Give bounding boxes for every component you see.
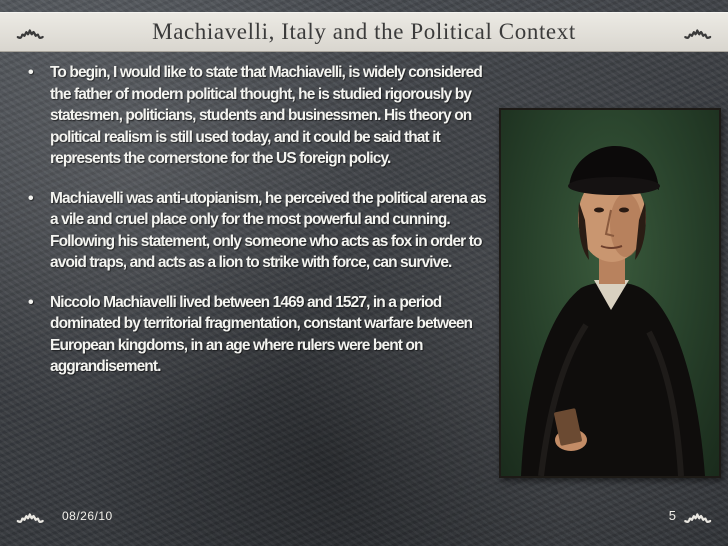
bullet-text: Niccolo Machiavelli lived between 1469 and 1527, in a period dominated by territorial fragmentation, constant warfare between European kingdoms, in an age where rulers were bent on aggrandisement. <box>50 293 473 375</box>
ornament-top-right-icon: ෴ <box>683 14 712 49</box>
portrait-illustration <box>501 110 719 476</box>
bullet-item <box>26 188 496 274</box>
bullet-text: To begin, I would like to state that Machiavelli, is widely considered the father of modern political thought, he is studied rigorously by statesmen, politicians, students and businessmen. His theory on political realism is still used today, and it could be said that it represents the cornerstone for the US foreign policy. <box>50 64 482 167</box>
slide-title: Machiavelli, Italy and the Political Context <box>152 19 576 44</box>
ornament-top-left-icon: ෴ <box>16 14 45 49</box>
ornament-bottom-left-icon: ෴ <box>16 498 45 533</box>
bullet-icon: • <box>28 64 33 81</box>
page-number: 5 <box>668 508 676 523</box>
bullet-text: Machiavelli was anti-utopianism, he perceived the political arena as a vile and cruel place only for the most powerful and cunning. Following his statement, only someone who acts as fox in order to avoid traps, and acts as a lion to strike with force, can survive. <box>50 189 486 271</box>
bullet-item <box>26 292 496 378</box>
bullet-icon: • <box>28 293 33 311</box>
bullet-item <box>26 62 496 170</box>
bullet-icon: • <box>28 189 33 207</box>
title-bar <box>0 12 728 52</box>
ornament-bottom-right-icon: ෴ <box>683 498 712 533</box>
bullet-list <box>26 62 496 396</box>
footer-date: 08/26/10 <box>62 509 113 523</box>
portrait-image <box>499 108 721 478</box>
